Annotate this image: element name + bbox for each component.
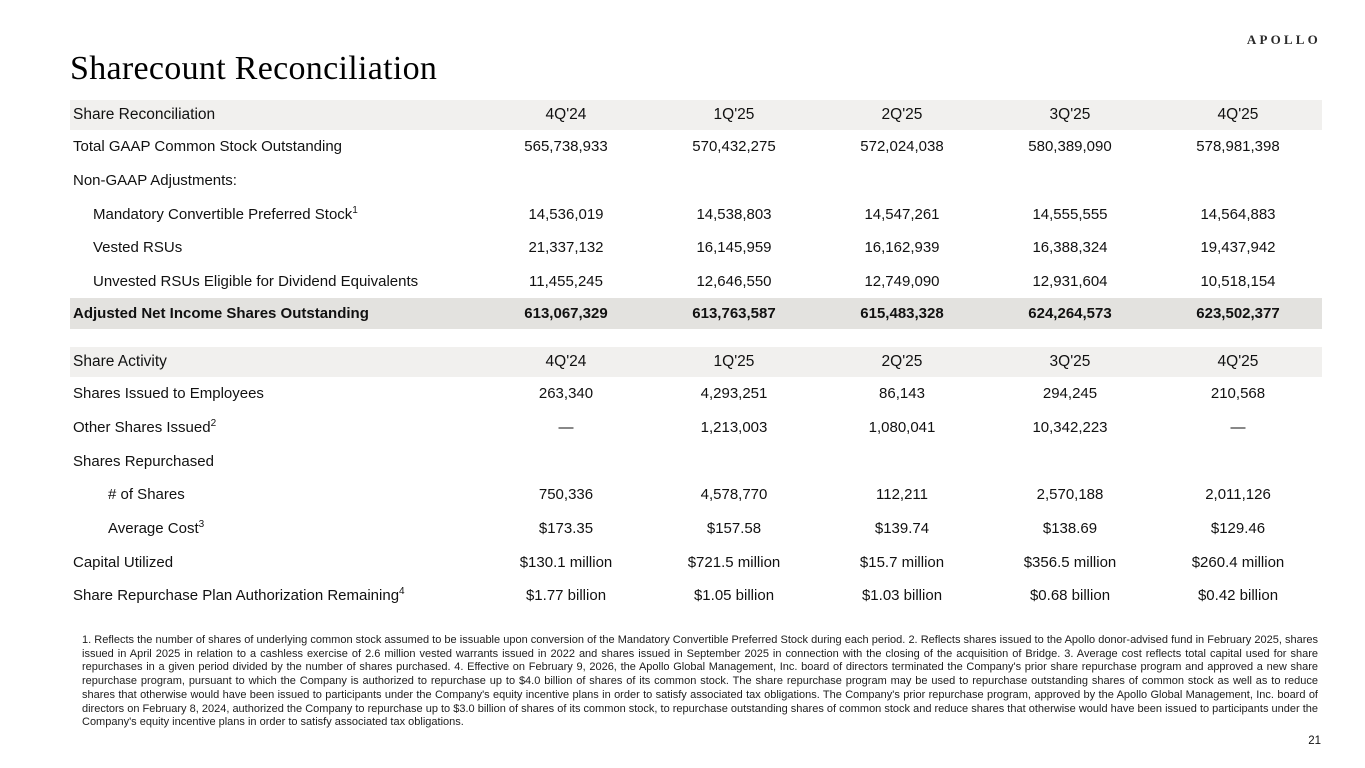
cell-value: 624,264,573: [1028, 305, 1112, 323]
row-label: [70, 486, 482, 503]
cell-value: 613,763,587: [692, 305, 776, 323]
row-label-text: Adjusted Net Income Shares Outstanding: [73, 305, 369, 323]
cell-value: $173.35: [538, 520, 594, 538]
column-header: 4Q'25: [1217, 106, 1259, 123]
row-label-text: Total GAAP Common Stock Outstanding: [73, 138, 343, 156]
cell-value: 750,336: [538, 486, 594, 504]
cell-value: 4,578,770: [700, 486, 768, 504]
cell-value: $260.4 million: [1191, 553, 1285, 571]
cell-value: 12,749,090: [864, 273, 940, 291]
table-row: [70, 411, 1322, 445]
row-label-text: Share Repurchase Plan Authorization Remaining: [73, 587, 400, 605]
cell-value: 10,342,223: [1032, 419, 1108, 437]
cell-value: 14,547,261: [864, 205, 940, 223]
cell-value: 14,555,555: [1032, 205, 1108, 223]
column-header: 1Q'25: [713, 353, 755, 370]
column-header: 2Q'25: [881, 106, 923, 123]
cell-value: 86,143: [879, 385, 925, 403]
table-header-row: [70, 347, 1322, 377]
row-label: [70, 385, 482, 402]
page-title: Sharecount Reconciliation: [70, 50, 438, 87]
cell-value: $15.7 million: [859, 553, 945, 571]
column-header: 3Q'25: [1049, 353, 1091, 370]
cell-value: 580,389,090: [1028, 138, 1112, 156]
cell-value: $138.69: [1042, 520, 1098, 538]
share-activity-table: [70, 347, 1322, 613]
cell-value: 615,483,328: [860, 305, 944, 323]
cell-value: 572,024,038: [860, 138, 944, 156]
cell-value: 21,337,132: [528, 239, 604, 257]
row-label: [70, 520, 482, 537]
cell-value: $356.5 million: [1023, 553, 1117, 571]
table-header-row: [70, 100, 1322, 130]
cell-value: 578,981,398: [1196, 138, 1280, 156]
row-label: [70, 305, 482, 322]
row-label-text: Other Shares Issued: [73, 419, 211, 437]
row-label: [70, 239, 482, 256]
footnote-ref: 1: [352, 204, 358, 216]
cell-value: 4,293,251: [700, 385, 768, 403]
table-row: [70, 197, 1322, 231]
footnotes-text: 1. Reflects the number of shares of underlying common stock assumed to be issuable upon conversion of the Mandatory Convertible Preferred Stock during each period. 2. Reflects shares issued to the Apollo donor-advised fund in February 2025, shares issued in April 2025 in relation to a cashless exercise of 2.6 million vested warrants issued in 2022 and shares issued in September 2025 in connection with the closing of the acquisition of Bridge. 3. Average cost reflects total capital used for share repurchases in a given period divided by the number of shares purchased. 4. Effective on February 9, 2026, the Apollo Global Management, Inc. board of directors terminated the Company's prior share repurchase program and approved a new share repurchase program, pursuant to which the Company is authorized to repurchase up to $4.0 billion of shares of its common stock. The share repurchase program may be used to repurchase outstanding shares of common stock as well as to reduce shares that otherwise would have been issued to participants under the Company's equity incentive plans in order to satisfy associated tax obligations. The Company's prior repurchase program, approved by the Apollo Global Management, Inc. board of directors on February 8, 2024, authorized the Company to repurchase up to $3.0 billion of shares of its common stock, to repurchase outstanding shares of common stock and reduce shares that otherwise would have been issued to participants under the Company's equity incentive plans in order to satisfy associated tax obligations.: [82, 634, 1318, 729]
cell-value: 12,931,604: [1032, 273, 1108, 291]
row-label: [70, 273, 482, 290]
cell-value: $130.1 million: [519, 553, 613, 571]
row-label-text: Unvested RSUs Eligible for Dividend Equivalents: [93, 273, 419, 291]
column-header: 4Q'24: [545, 106, 587, 123]
cell-value: 12,646,550: [696, 273, 772, 291]
cell-value: 1,213,003: [700, 419, 768, 437]
footnote-ref: 4: [399, 586, 405, 598]
row-label-text: Shares Repurchased: [73, 452, 214, 470]
cell-value: $157.58: [706, 520, 762, 538]
cell-value: 14,564,883: [1200, 205, 1276, 223]
table-row: [70, 377, 1322, 411]
cell-value: $1.05 billion: [693, 587, 775, 605]
row-label-text: Capital Utilized: [73, 553, 174, 571]
row-label-text: # of Shares: [108, 486, 185, 504]
table-row: [70, 545, 1322, 579]
table-row: [70, 130, 1322, 164]
table-row: [70, 579, 1322, 613]
column-header: 1Q'25: [713, 106, 755, 123]
cell-value: $0.42 billion: [1197, 587, 1279, 605]
cell-value: —: [558, 419, 574, 437]
cell-value: 11,455,245: [529, 273, 603, 291]
cell-value: 294,245: [1042, 385, 1098, 403]
cell-value: $139.74: [874, 520, 930, 538]
cell-value: 14,536,019: [528, 205, 604, 223]
share-reconciliation-table: [70, 100, 1322, 329]
cell-value: 613,067,329: [524, 305, 608, 323]
table-row: [70, 164, 1322, 198]
cell-value: 16,162,939: [864, 239, 940, 257]
column-header: 2Q'25: [881, 353, 923, 370]
row-label-text: Average Cost: [108, 520, 199, 538]
column-header: 4Q'25: [1217, 353, 1259, 370]
row-label: [70, 587, 482, 604]
column-header: 4Q'24: [545, 353, 587, 370]
row-label-text: Vested RSUs: [93, 239, 183, 257]
cell-value: $1.03 billion: [861, 587, 943, 605]
row-label: [70, 138, 482, 155]
row-label: [70, 453, 482, 470]
footnote-ref: 2: [210, 418, 217, 430]
table-total-row: [70, 298, 1322, 329]
row-label: [70, 206, 482, 223]
cell-value: 623,502,377: [1196, 305, 1280, 323]
row-label: [70, 419, 482, 436]
cell-value: 19,437,942: [1200, 239, 1276, 257]
footnote-ref: 3: [198, 519, 205, 531]
row-label-text: Non-GAAP Adjustments:: [73, 172, 237, 190]
table-row: [70, 444, 1322, 478]
cell-value: 565,738,933: [524, 138, 608, 156]
cell-value: 2,011,126: [1205, 486, 1271, 504]
row-label-text: Shares Issued to Employees: [73, 385, 264, 403]
table-section-title: Share Activity: [73, 353, 167, 370]
row-label: [70, 554, 482, 571]
table-row: [70, 512, 1322, 546]
cell-value: 16,145,959: [696, 239, 772, 257]
cell-value: 1,080,041: [868, 419, 936, 437]
cell-value: $0.68 billion: [1029, 587, 1111, 605]
table-row: [70, 478, 1322, 512]
row-label-text: Mandatory Convertible Preferred Stock: [93, 205, 353, 223]
cell-value: 2,570,188: [1036, 486, 1104, 504]
column-header: 3Q'25: [1049, 106, 1091, 123]
row-label: [70, 172, 482, 189]
table-row: [70, 231, 1322, 265]
table-row: [70, 265, 1322, 299]
cell-value: 263,340: [538, 385, 594, 403]
cell-value: 16,388,324: [1032, 239, 1108, 257]
cell-value: 112,211: [876, 486, 928, 504]
cell-value: 10,518,154: [1200, 273, 1276, 291]
cell-value: —: [1230, 419, 1246, 437]
page-number: 21: [1308, 735, 1321, 747]
table-section-title: Share Reconciliation: [73, 106, 216, 123]
cell-value: 210,568: [1210, 385, 1266, 403]
cell-value: $1.77 billion: [525, 587, 607, 605]
cell-value: $721.5 million: [687, 553, 781, 571]
cell-value: $129.46: [1210, 520, 1266, 538]
cell-value: 570,432,275: [692, 138, 776, 156]
apollo-logo: APOLLO: [1246, 32, 1321, 47]
cell-value: 14,538,803: [696, 205, 772, 223]
